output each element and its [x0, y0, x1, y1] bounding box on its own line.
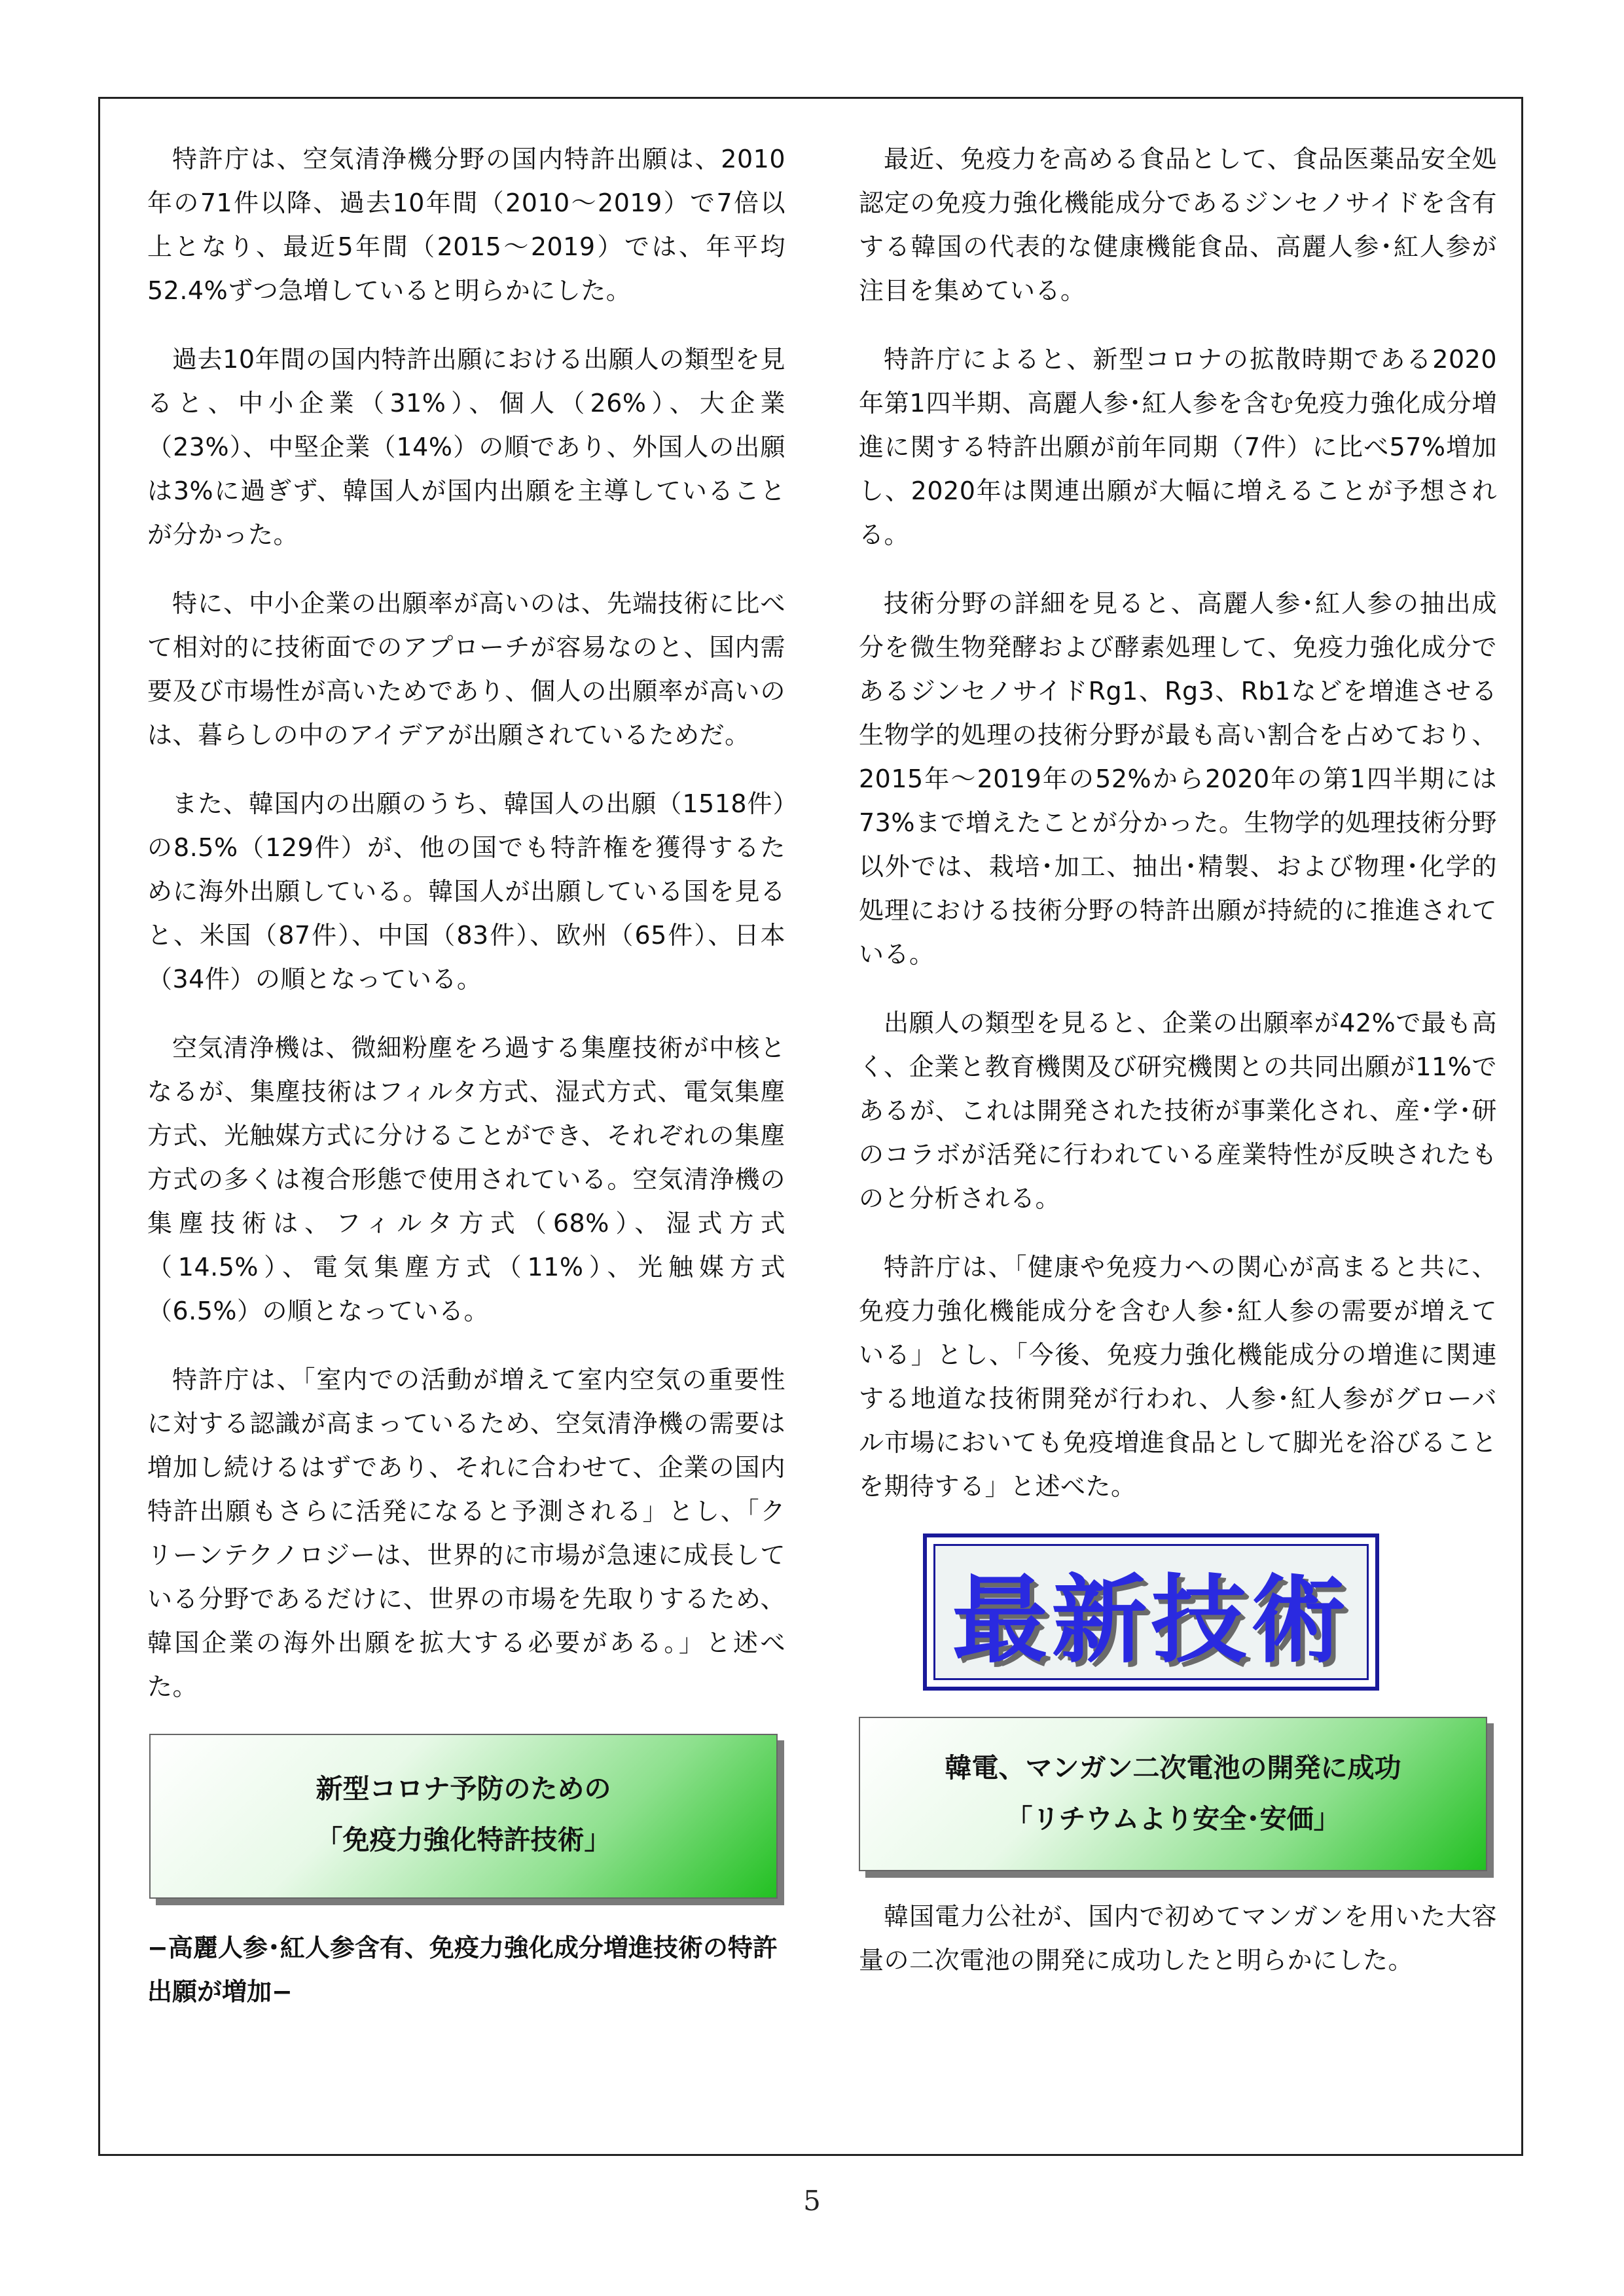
left-paragraph-4: また、韓国内の出願のうち、韓国人の出願（1518件）の8.5%（129件）が、他の国でも特許権を獲得するために海外出願している。韓国人が出願している国を見ると、米国（87件）、中国（83件）、欧州（65件）、日本（34件）の順となっている。: [147, 789, 785, 994]
battery-headline-line2: 「リチウムより安全･安価」: [1005, 1803, 1341, 1835]
right-paragraph-1: 最近、免疫力を高める食品として、食品医薬品安全処認定の免疫力強化機能成分であるジンセノサイドを含有する韓国の代表的な健康機能食品、高麗人参･紅人参が注目を集めている。: [859, 145, 1497, 305]
right-paragraph-4: 出願人の類型を見ると、企業の出願率が42%で最も高く、企業と教育機関及び研究機関との共同出願が11%であるが、これは開発された技術が事業化され、産･学･研のコラボが活発に行われている産業特性が反映されたものと分析される。: [859, 1009, 1497, 1213]
left-paragraph-2: 過去10年間の国内特許出願における出願人の類型を見ると、中小企業（31%）、個人（26%）、大企業（23%）、中堅企業（14%）の順であり、外国人の出願は3%に過ぎず、韓国人が国内出願を主導していることが分かった。: [147, 345, 785, 549]
page-number: 5: [803, 2185, 821, 2217]
corona-headline-line1: 新型コロナ予防のための: [316, 1773, 611, 1804]
corona-headline-line2: 「免疫力強化特許技術」: [316, 1824, 611, 1856]
right-column: [859, 137, 1497, 2007]
battery-headline-line1: 韓電、マンガン二次電池の開発に成功: [945, 1752, 1401, 1784]
corona-patent-headline-box: [149, 1734, 778, 1899]
latest-technology-badge-text: 最新技術: [952, 1565, 1350, 1676]
left-paragraph-5: 空気清浄機は、微細粉塵をろ過する集塵技術が中核となるが、集塵技術はフィルタ方式、湿式方式、電気集塵方式、光触媒方式に分けることができ、それぞれの集塵方式の多くは複合形態で使用されている。空気清浄機の集塵技術は、フィルタ方式（68%）、湿式方式（14.5%）、電気集塵方式（11%）、光触媒方式（6.5%）の順となっている。: [147, 1033, 785, 1325]
right-paragraph-3: 技術分野の詳細を見ると、高麗人参･紅人参の抽出成分を微生物発酵および酵素処理して、免疫力強化成分であるジンセノサイドRg1、Rg3、Rb1などを増進させる生物学的処理の技術分野が最も高い割合を占めており、2015年～2019年の52%から2020年の第1四半期には73%まで増えたことが分かった。生物学的処理技術分野以外では、栽培･加工、抽出･精製、および物理･化学的処理における技術分野の特許出願が持続的に推進されている。: [859, 589, 1497, 969]
battery-intro-paragraph: 韓国電力公社が、国内で初めてマンガンを用いた大容量の二次電池の開発に成功したと明らかにした。: [859, 1902, 1497, 1975]
left-paragraph-3: 特に、中小企業の出願率が高いのは、先端技術に比べて相対的に技術面でのアプローチが容易なのと、国内需要及び市場性が高いためであり、個人の出願率が高いのは、暮らしの中のアイデアが出願されているためだ。: [147, 589, 785, 749]
battery-headline-box: [859, 1717, 1487, 1871]
right-paragraph-5: 特許庁は、「健康や免疫力への関心が高まると共に、免疫力強化機能成分を含む人参･紅人参の需要が増えている」とし、「今後、免疫力強化機能成分の増進に関連する地道な技術開発が行われ、人参･紅人参がグローバル市場においても免疫増進食品として脚光を浴びることを期待する」と述べた。: [859, 1253, 1497, 1501]
right-paragraph-2: 特許庁によると、新型コロナの拡散時期である2020年第1四半期、高麗人参･紅人参を含む免疫力強化成分増進に関する特許出願が前年同期（7件）に比べ57%増加し、2020年は関連出願が大幅に増えることが予想される。: [859, 345, 1497, 549]
left-column: [147, 137, 785, 2014]
corona-subheadline: −高麗人参･紅人参含有、免疫力強化成分増進技術の特許出願が増加−: [147, 1933, 778, 2006]
latest-technology-badge: [923, 1534, 1379, 1691]
left-paragraph-1: 特許庁は、空気清浄機分野の国内特許出願は、2010年の71件以降、過去10年間（2010～2019）で7倍以上となり、最近5年間（2015～2019）では、年平均52.4%ずつ急増していると明らかにした。: [147, 145, 785, 305]
latest-technology-badge-inner: [933, 1544, 1369, 1680]
left-paragraph-6: 特許庁は、「室内での活動が増えて室内空気の重要性に対する認識が高まっているため、空気清浄機の需要は増加し続けるはずであり、それに合わせて、企業の国内特許出願もさらに活発になると予測される」とし、「クリーンテクノロジーは、世界的に市場が急速に成長している分野であるだけに、世界の市場を先取りするため、韓国企業の海外出願を拡大する必要がある。」と述べた。: [147, 1365, 785, 1701]
